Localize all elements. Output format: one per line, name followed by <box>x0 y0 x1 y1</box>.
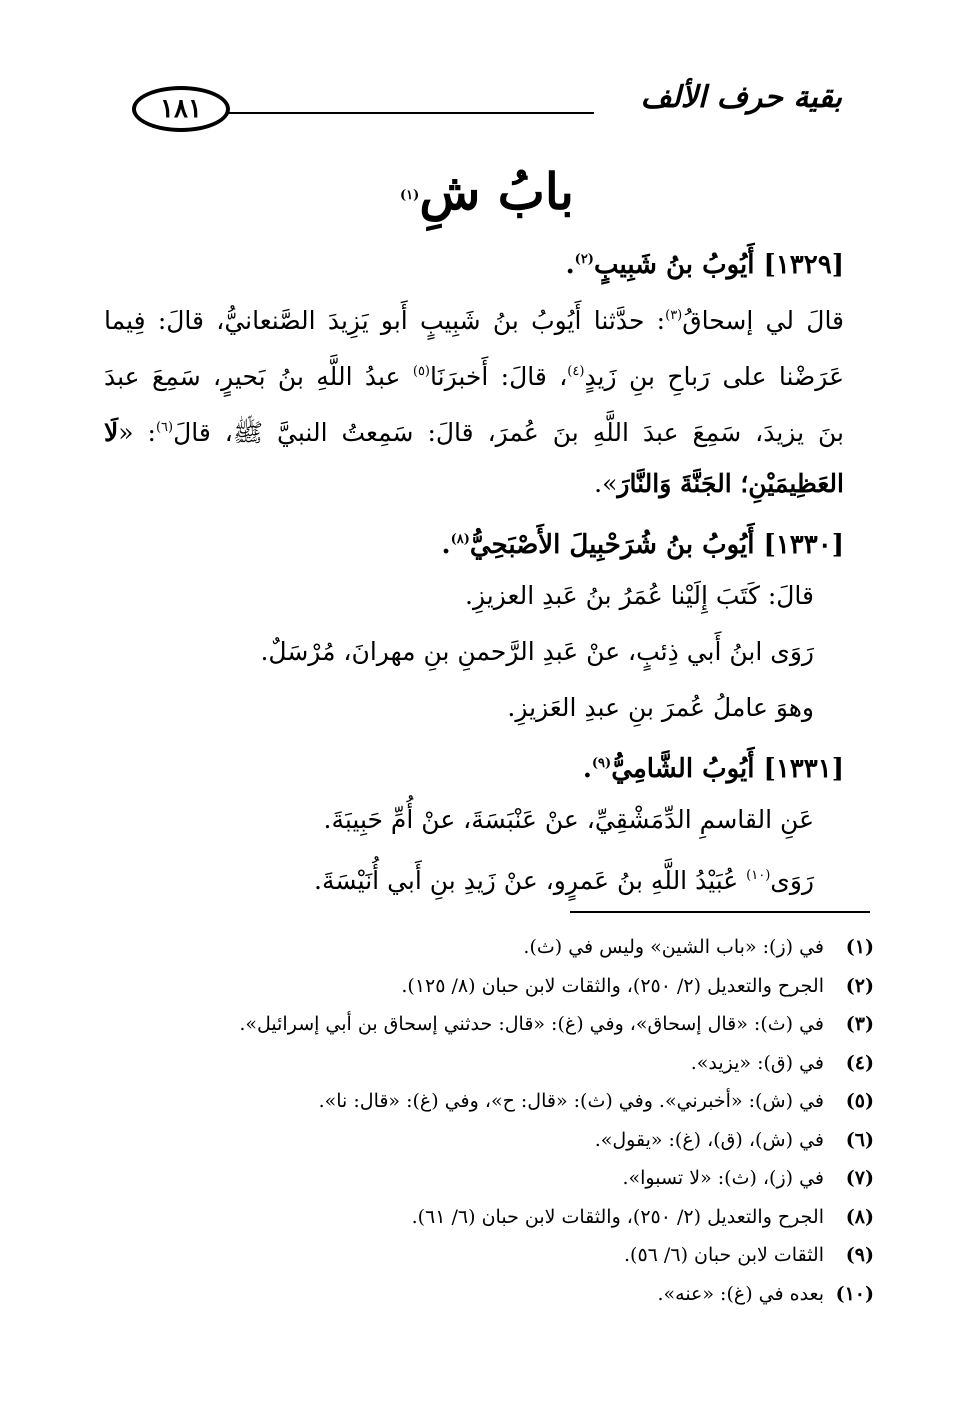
footnote-text: في (ش)، (ق)، (غ): «يقول». <box>594 1128 824 1151</box>
footnote-ref: (٦) <box>155 420 174 435</box>
entry-heading <box>104 512 844 568</box>
footnote-ref: (٢) <box>574 252 594 267</box>
footnotes <box>114 928 874 1313</box>
footnote-ref: (٨) <box>450 532 470 547</box>
footnote-ref: (٣) <box>665 308 683 323</box>
chapter-footnote-ref: (١) <box>400 188 420 203</box>
footnote-text: الجرح والتعديل (٢/ ٢٥٠)، والثقات لابن حبان (٨/ ١٢٥). <box>401 974 824 997</box>
text-segment: [١٣٣٠] أَيُوبُ بنُ شُرَحْبِيلَ الأَصْبَحِيُّ <box>469 530 844 560</box>
text-line <box>104 456 844 512</box>
footnote-item <box>114 1275 874 1314</box>
footnote-text: في (ق): «يزيد». <box>690 1051 824 1074</box>
text-line <box>104 680 844 736</box>
running-title: بقية حرف الألف <box>594 80 842 130</box>
text-segment: : حدَّثنا أَيُوبُ بنُ شَبِيبٍ أَبو يَزِيدَ الصَّنعانيُّ، قالَ: فِيما <box>104 306 666 335</box>
text-segment: عبدُ اللَّهِ بنُ بَحيرٍ، سَمِعَ عبدَ <box>104 362 401 391</box>
footnote-number: (١٠) <box>835 1282 874 1305</box>
footnote-text: في (ث): «قال إسحاق»، وفي (غ): «قال: حدثني إسحاق بن أبي إسرائيل». <box>239 1013 824 1035</box>
footnote-text: في (ش): «أخبرني». وفي (ث): «قال: ح»، وفي (غ): «قال: نا». <box>318 1090 824 1112</box>
footnote-number: (٥) <box>845 1090 874 1112</box>
text-segment: ». <box>594 469 618 498</box>
text-segment: وهوَ عاملُ عُمرَ بنِ عبدِ العَزيزِ. <box>507 693 814 722</box>
text-segment: [١٣٢٩] أَيُوبُ بنُ شَبِيبٍ <box>593 250 844 280</box>
footnote-ref: (١٠) <box>746 868 771 883</box>
main-text <box>104 232 844 904</box>
text-segment: ، قالَ: أَخبرَنَا <box>430 362 568 391</box>
text-segment: . <box>565 250 575 280</box>
text-segment: رَوَى ابنُ أَبي ذِئبٍ، عنْ عَبدِ الرَّحمنِ بنِ مهرانَ، مُرْسَلٌ. <box>260 637 814 666</box>
text-segment: . <box>582 754 592 784</box>
footnote-ref: (٩) <box>591 756 612 771</box>
footnote-item <box>114 1198 874 1237</box>
text-segment: العَظِيمَيْنِ؛ الجَنَّةَ وَالنَّارَ <box>617 469 844 498</box>
footnote-number: (٩) <box>845 1244 874 1266</box>
footnote-number: (١) <box>845 936 874 958</box>
text-segment: لَا <box>104 418 119 447</box>
page-number-badge: ١٨١ <box>132 86 230 132</box>
footnote-item <box>114 1005 874 1044</box>
text-segment: . <box>441 530 451 560</box>
footnote-ref: (٥) <box>412 364 430 379</box>
text-line <box>104 400 844 456</box>
footnote-item <box>114 1236 874 1275</box>
footnote-item <box>114 1159 874 1198</box>
text-segment: عَنِ القاسمِ الدِّمَشْقِيِّ، عنْ عَنْبَسَةَ، عنْ أُمِّ حَبِيبَةَ. <box>323 805 814 834</box>
footnote-text: الثقات لابن حبان (٦/ ٥٦). <box>624 1244 824 1266</box>
text-segment: عُبَيْدُ اللَّهِ بنُ عَمرٍو، عنْ زَيدِ بنِ أَبي أُنَيْسَةَ. <box>314 866 747 895</box>
footnote-number: (٣) <box>845 1013 874 1035</box>
footnote-item <box>114 1121 874 1160</box>
footnote-separator <box>570 911 870 913</box>
entry-heading <box>104 232 844 288</box>
footnote-item <box>114 928 874 967</box>
text-line <box>104 288 844 344</box>
text-line <box>104 568 844 624</box>
entry-heading <box>104 736 844 792</box>
text-segment: قالَ لي إسحاقُ <box>682 306 844 335</box>
footnote-text: في (ز): «باب الشين» وليس في (ث). <box>523 936 824 958</box>
footnote-item <box>114 967 874 1006</box>
text-segment: : « <box>118 418 156 447</box>
footnote-ref: (٤) <box>567 364 585 379</box>
text-line <box>104 344 844 400</box>
text-segment: عَرَضْنا على رَباحِ بنِ زَيدٍ <box>584 362 844 391</box>
text-segment: رَوَى <box>770 866 814 895</box>
chapter-title-text: بابُ شِ <box>419 162 574 221</box>
footnote-text: في (ز)، (ث): «لا تسبوا». <box>622 1167 824 1189</box>
text-line <box>104 624 844 680</box>
footnote-item <box>114 1082 874 1121</box>
text-segment: بنَ يزيدَ، سَمِعَ عبدَ اللَّهِ بنَ عُمرَ، قالَ: سَمِعتُ النبيَّ ﷺ، قالَ <box>173 418 844 447</box>
chapter-title <box>0 152 974 236</box>
text-line <box>104 848 844 904</box>
footnote-text: الجرح والتعديل (٢/ ٢٥٠)، والثقات لابن حبان (٦/ ٦١). <box>411 1205 824 1228</box>
text-segment: [١٣٣١] أَيُوبُ الشَّامِيُّ <box>611 754 844 784</box>
footnote-text: بعده في (غ): «عنه». <box>657 1282 824 1305</box>
footnote-number: (٧) <box>845 1167 874 1189</box>
running-header <box>0 0 974 140</box>
footnote-item <box>114 1044 874 1083</box>
footnote-number: (٢) <box>845 974 874 997</box>
text-segment: قالَ: كَتَبَ إِلَيْنا عُمَرُ بنُ عَبدِ العزيزِ. <box>465 581 814 610</box>
text-line <box>104 792 844 848</box>
footnote-number: (٦) <box>845 1128 874 1151</box>
footnote-number: (٤) <box>845 1051 874 1074</box>
footnote-number: (٨) <box>845 1205 874 1228</box>
